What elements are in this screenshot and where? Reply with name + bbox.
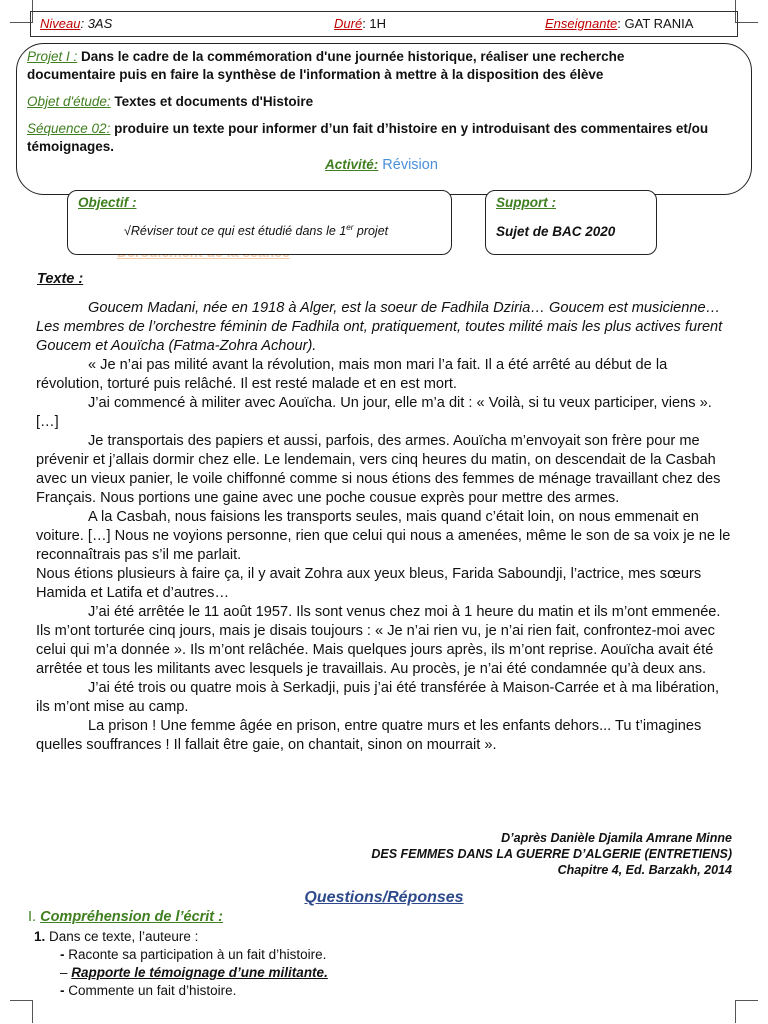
sequence-line-1 bbox=[27, 120, 708, 138]
niveau-value: : 3AS bbox=[80, 16, 113, 31]
activite-value: Révision bbox=[378, 157, 438, 173]
objectif-text bbox=[124, 223, 388, 238]
text-paragraph: Goucem Madani, née en 1918 à Alger, est la soeur de Fadhila Dziria… Goucem est musicienne… Les membres de l’orchestre féminin de Fadhila ont, pratiquement, toutes milité mais les plus actives furent Goucem et Aouïcha (Fatma-Zohra Achour). bbox=[36, 300, 723, 354]
text-paragraph: J’ai commencé à militer avec Aouïcha. Un jour, elle m’a dit : « Voilà, si tu veux participer, viens ». […] bbox=[36, 395, 712, 430]
questions-title: Questions/Réponses bbox=[304, 889, 464, 906]
section-number: I. bbox=[28, 909, 37, 925]
objet-text: Textes et documents d'Histoire bbox=[110, 94, 314, 109]
question-1-options bbox=[60, 946, 328, 1000]
objectif-box bbox=[67, 190, 452, 255]
text-paragraph: J’ai été trois ou quatre mois à Serkadji, puis j’ai été transférée à Maison-Carrée et à ma libération, ils m’ont mise au camp. bbox=[36, 680, 720, 715]
sequence-text-1: produire un texte pour informer d’un fait d’histoire en y introduisant des commentaires et/ou bbox=[110, 121, 709, 136]
option-3-text: Commente un fait d’histoire. bbox=[64, 983, 237, 998]
support-box bbox=[485, 190, 657, 255]
sequence-label: Séquence 02: bbox=[27, 121, 111, 136]
source-chapter: Chapitre 4, Ed. Barzakh, 2014 bbox=[557, 863, 732, 877]
option-1 bbox=[60, 946, 328, 964]
duree-value: : 1H bbox=[362, 16, 387, 31]
text-paragraph: Je transportais des papiers et aussi, parfois, des armes. Aouïcha m’envoyait son frère pour me prévenir et j’allais dormir chez elle. Le lendemain, vers cinq heures du matin, on descendait de la Casbah avec un vieux panier, le voile chiffonné comme si nous étions des femmes de ménage travaillant chez des Français. Nous portions une gaine avec une poche cousue exprès pour mettre des armes. bbox=[36, 433, 721, 506]
activite-label: Activité: bbox=[325, 157, 379, 172]
duree-label: Duré bbox=[334, 16, 363, 31]
duree-field bbox=[334, 12, 386, 36]
projet-line-2: documentaire puis en faire la synthèse de l'information à mettre à la disposition des élève bbox=[27, 67, 604, 82]
question-1-number: 1. bbox=[34, 929, 46, 944]
projet-line-1 bbox=[27, 48, 624, 66]
question-1-text: Dans ce texte, l’auteure : bbox=[45, 929, 199, 944]
section-heading bbox=[28, 909, 223, 925]
text-paragraph: Nous étions plusieurs à faire ça, il y avait Zohra aux yeux bleus, Farida Saboundji, l’actrice, mes sœurs Hamida et Latifa et d’autres… bbox=[36, 566, 702, 601]
source-book-title: DES FEMMES DANS LA GUERRE D’ALGERIE (ENTRETIENS) bbox=[371, 847, 732, 861]
objectif-text-main: √Réviser tout ce qui est étudié dans le 1 bbox=[124, 224, 347, 239]
objectif-label: Objectif : bbox=[78, 195, 137, 210]
enseignante-value: : GAT RANIA bbox=[617, 16, 694, 31]
header-info-bar bbox=[30, 11, 738, 37]
projet-text-1: Dans le cadre de la commémoration d'une journée historique, réaliser une recherche bbox=[77, 49, 625, 64]
niveau-field bbox=[40, 12, 112, 36]
enseignante-label: Enseignante bbox=[545, 16, 618, 31]
source-author: D’après Danièle Djamila Amrane Minne bbox=[501, 831, 732, 845]
text-paragraph: La prison ! Une femme âgée en prison, entre quatre murs et les enfants dehors... Tu t’imagines quelles souffrances ! Il fallait être gaie, on chantait, sinon on mourrait ». bbox=[36, 718, 702, 753]
text-paragraph: A la Casbah, nous faisions les transports seules, mais quand c’était loin, on nous emmenait en voiture. […] Nous ne voyions personne, rien que celui qui nous a amenées, même le son de sa voix je ne le reconnaîtrais pas s’il me parlait. bbox=[36, 509, 731, 563]
objectif-text-end: projet bbox=[353, 224, 389, 239]
crop-mark-top-right bbox=[735, 0, 758, 23]
text-paragraph: Ils m’ont torturée cinq jours, mais je disais toujours : « Je n’ai rien vu, je n’ai rien fait, confrontez-moi avec celui qui m’a donnée ». Ils m’ont relâchée. Mais quelques jours après, ils m’ont reprise. Aouïcha avait été arrêtée et tous les militants avec lesquels je travaillais. Au procès, je n’ai été condamnée qu’à deux ans. bbox=[36, 623, 715, 677]
enseignante-field bbox=[545, 12, 693, 36]
option-3-dash: - bbox=[60, 983, 65, 998]
text-paragraph: « Je n’ai pas milité avant la révolution, mais mon mari l’a fait. Il a été arrêté au début de la révolution, torturé puis relâché. Il est resté malade et en est mort. bbox=[36, 357, 668, 392]
projet-label: Projet I : bbox=[27, 49, 78, 64]
objet-label: Objet d'étude: bbox=[27, 94, 111, 109]
crop-mark-bottom-right bbox=[735, 1000, 758, 1023]
support-label: Support : bbox=[496, 195, 556, 210]
support-text: Sujet de BAC 2020 bbox=[496, 224, 616, 239]
text-title: Texte : bbox=[37, 271, 84, 287]
objet-line bbox=[27, 93, 313, 111]
objectif-superscript: er bbox=[346, 223, 354, 232]
question-1 bbox=[34, 929, 198, 944]
option-1-text: Raconte sa participation à un fait d’histoire. bbox=[64, 947, 327, 962]
text-paragraph: J’ai été arrêtée le 11 août 1957. Ils sont venus chez moi à 1 heure du matin et ils m’ont emmenée. bbox=[88, 604, 721, 620]
source-citation bbox=[312, 830, 732, 878]
niveau-label: Niveau bbox=[40, 16, 81, 31]
option-1-dash: - bbox=[60, 947, 65, 962]
option-2-text: Rapporte le témoignage d’une militante. bbox=[71, 965, 328, 980]
main-text bbox=[36, 299, 736, 755]
activite-line bbox=[325, 156, 438, 174]
section-title: Compréhension de l’écrit : bbox=[40, 909, 223, 925]
option-2-dash: – bbox=[60, 965, 68, 980]
option-3 bbox=[60, 982, 328, 1000]
sequence-line-2: témoignages. bbox=[27, 139, 115, 154]
crop-mark-bottom-left bbox=[10, 1000, 33, 1023]
option-2 bbox=[60, 964, 328, 982]
project-info-box bbox=[16, 43, 752, 195]
